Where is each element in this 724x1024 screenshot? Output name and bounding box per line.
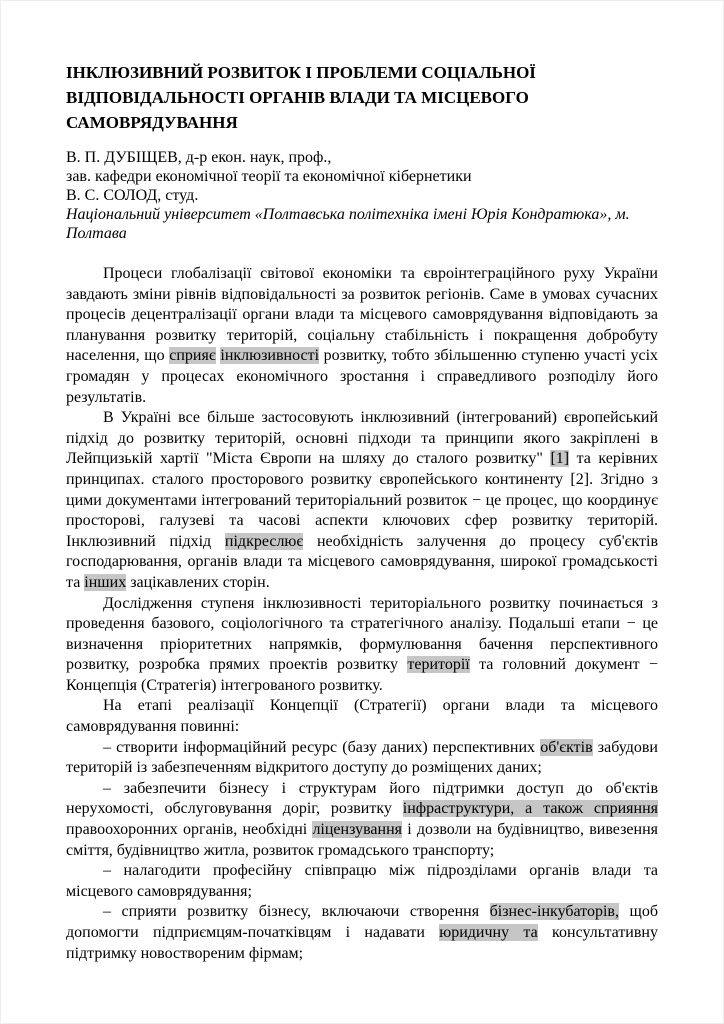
author-line: В. П. ДУБІЩЕВ, д-р екон. наук, проф., [66, 149, 332, 166]
affiliation-line: Національний університет «Полтавська політехніка імені Юрія Кондратюка», м. Полтава [66, 206, 630, 242]
highlighted-text: ліцензування [312, 821, 403, 839]
highlighted-text: інклюзивності [220, 347, 320, 365]
text-segment: – сприяти розвитку бізнесу, включаючи створення [103, 903, 490, 921]
paragraph-1 [66, 264, 658, 408]
text-segment: консультативну підтримку новоствореним фірмам; [66, 924, 658, 962]
text-segment: та керівних принципах. сталого просторового розвитку європейського континенту [2]. Згідно з цими документами інтегрований територіальний розвиток − це процес, що координує просторові, галузеві та часові аспекти ключових сфер розвитку територій. Інклюзивний підхід [66, 450, 659, 550]
highlighted-text: юридичну та [439, 924, 538, 941]
paragraph-3 [66, 594, 658, 697]
text-segment: На етапі реалізації Концепції (Стратегії) органи влади та місцевого самоврядування повинні: [66, 697, 658, 736]
bullet-3 [66, 861, 658, 902]
bullet-1 [66, 738, 658, 779]
author-line: зав. кафедри економічної теорії та економічної кібернетики [66, 168, 472, 185]
highlighted-text: об'єктів [540, 738, 593, 756]
author-block [66, 148, 658, 243]
highlighted-text: [1] [550, 450, 570, 468]
text-segment: Дослідження ступеня інклюзивності територіального розвитку починається з проведення базового, соціологічного та стратегічного аналізу. Подальші етапи − це визначення пріоритетних напрямків, формулювання бачення перспективного розвитку, розробка прямих проектів розвитку [66, 594, 658, 674]
document-body [66, 264, 658, 964]
paragraph-2 [66, 408, 658, 593]
text-segment: зацікавлених сторін. [126, 573, 270, 591]
text-segment: – забезпечити бізнесу і структурам його підтримки доступ до об'єктів нерухомості, обслуговування доріг, розвитку [66, 779, 658, 818]
highlighted-text: бізнес-інкубаторів, [489, 903, 619, 921]
text-segment: правоохоронних органів, необхідні [66, 821, 313, 839]
highlighted-text: території [407, 656, 470, 674]
text-segment: забудови територій із забезпеченням відкритого доступу до розміщених даних; [66, 738, 658, 777]
document-title: ІНКЛЮЗИВНИЙ РОЗВИТОК І ПРОБЛЕМИ СОЦІАЛЬНОЇ ВІДПОВІДАЛЬНОСТІ ОРГАНІВ ВЛАДИ ТА МІСЦЕВОГО САМОВРЯДУВАННЯ [66, 63, 536, 132]
highlighted-text: сприяє [169, 347, 216, 365]
bullet-4 [66, 902, 658, 964]
author-line: В. С. СОЛОД, студ. [66, 187, 199, 204]
highlighted-text: підкреслює [224, 532, 304, 550]
text-segment: і дозволи на будівництво, вивезення сміття, будівництво житла, розвиток громадського транспорту; [66, 821, 658, 859]
text-segment: – налагодити професійну співпрацю між підрозділами органів влади та місцевого самоврядування; [66, 862, 658, 900]
text-segment: та головний документ − Концепція (Стратегія) інтегрованого розвитку. [66, 656, 659, 694]
text-segment: необхідність залучення до процесу суб'єктів господарювання, органів влади та місцевого самоврядування, широкої громадськості та [66, 532, 659, 591]
highlighted-text: інших [84, 573, 127, 591]
text-segment: В Україні все більше застосовують інклюзивний (інтегрований) європейський підхід до розвитку територій, основні підходи та принципи якого закріплені в Лейпцизькій хартії "Міста Європи на шляху до сталого розвитку" [66, 409, 658, 468]
text-segment: Процеси глобалізації світової економіки та євроінтеграційного руху України завдають зміни рівнів відповідальності за розвиток регіонів. Саме в умовах сучасних процесів децентралізації органи влади та місцевого самоврядування відповідають за планування розвитку територій, соціальну стабільність і покращення добробуту населення, що [66, 265, 658, 365]
highlighted-text: інфраструктури, а також сприяння [402, 800, 658, 818]
text-segment: – створити інформаційний ресурс (базу даних) перспективних [103, 738, 541, 756]
paragraph-4 [66, 696, 658, 737]
bullet-2 [66, 779, 658, 861]
text-segment: щоб допомогти підприємцям-початківцям і надавати [66, 903, 658, 941]
text-segment: розвитку, тобто збільшенню ступеню участі усіх громадян у процесах економічного зростання і справедливого розподілу його результатів. [66, 347, 659, 406]
